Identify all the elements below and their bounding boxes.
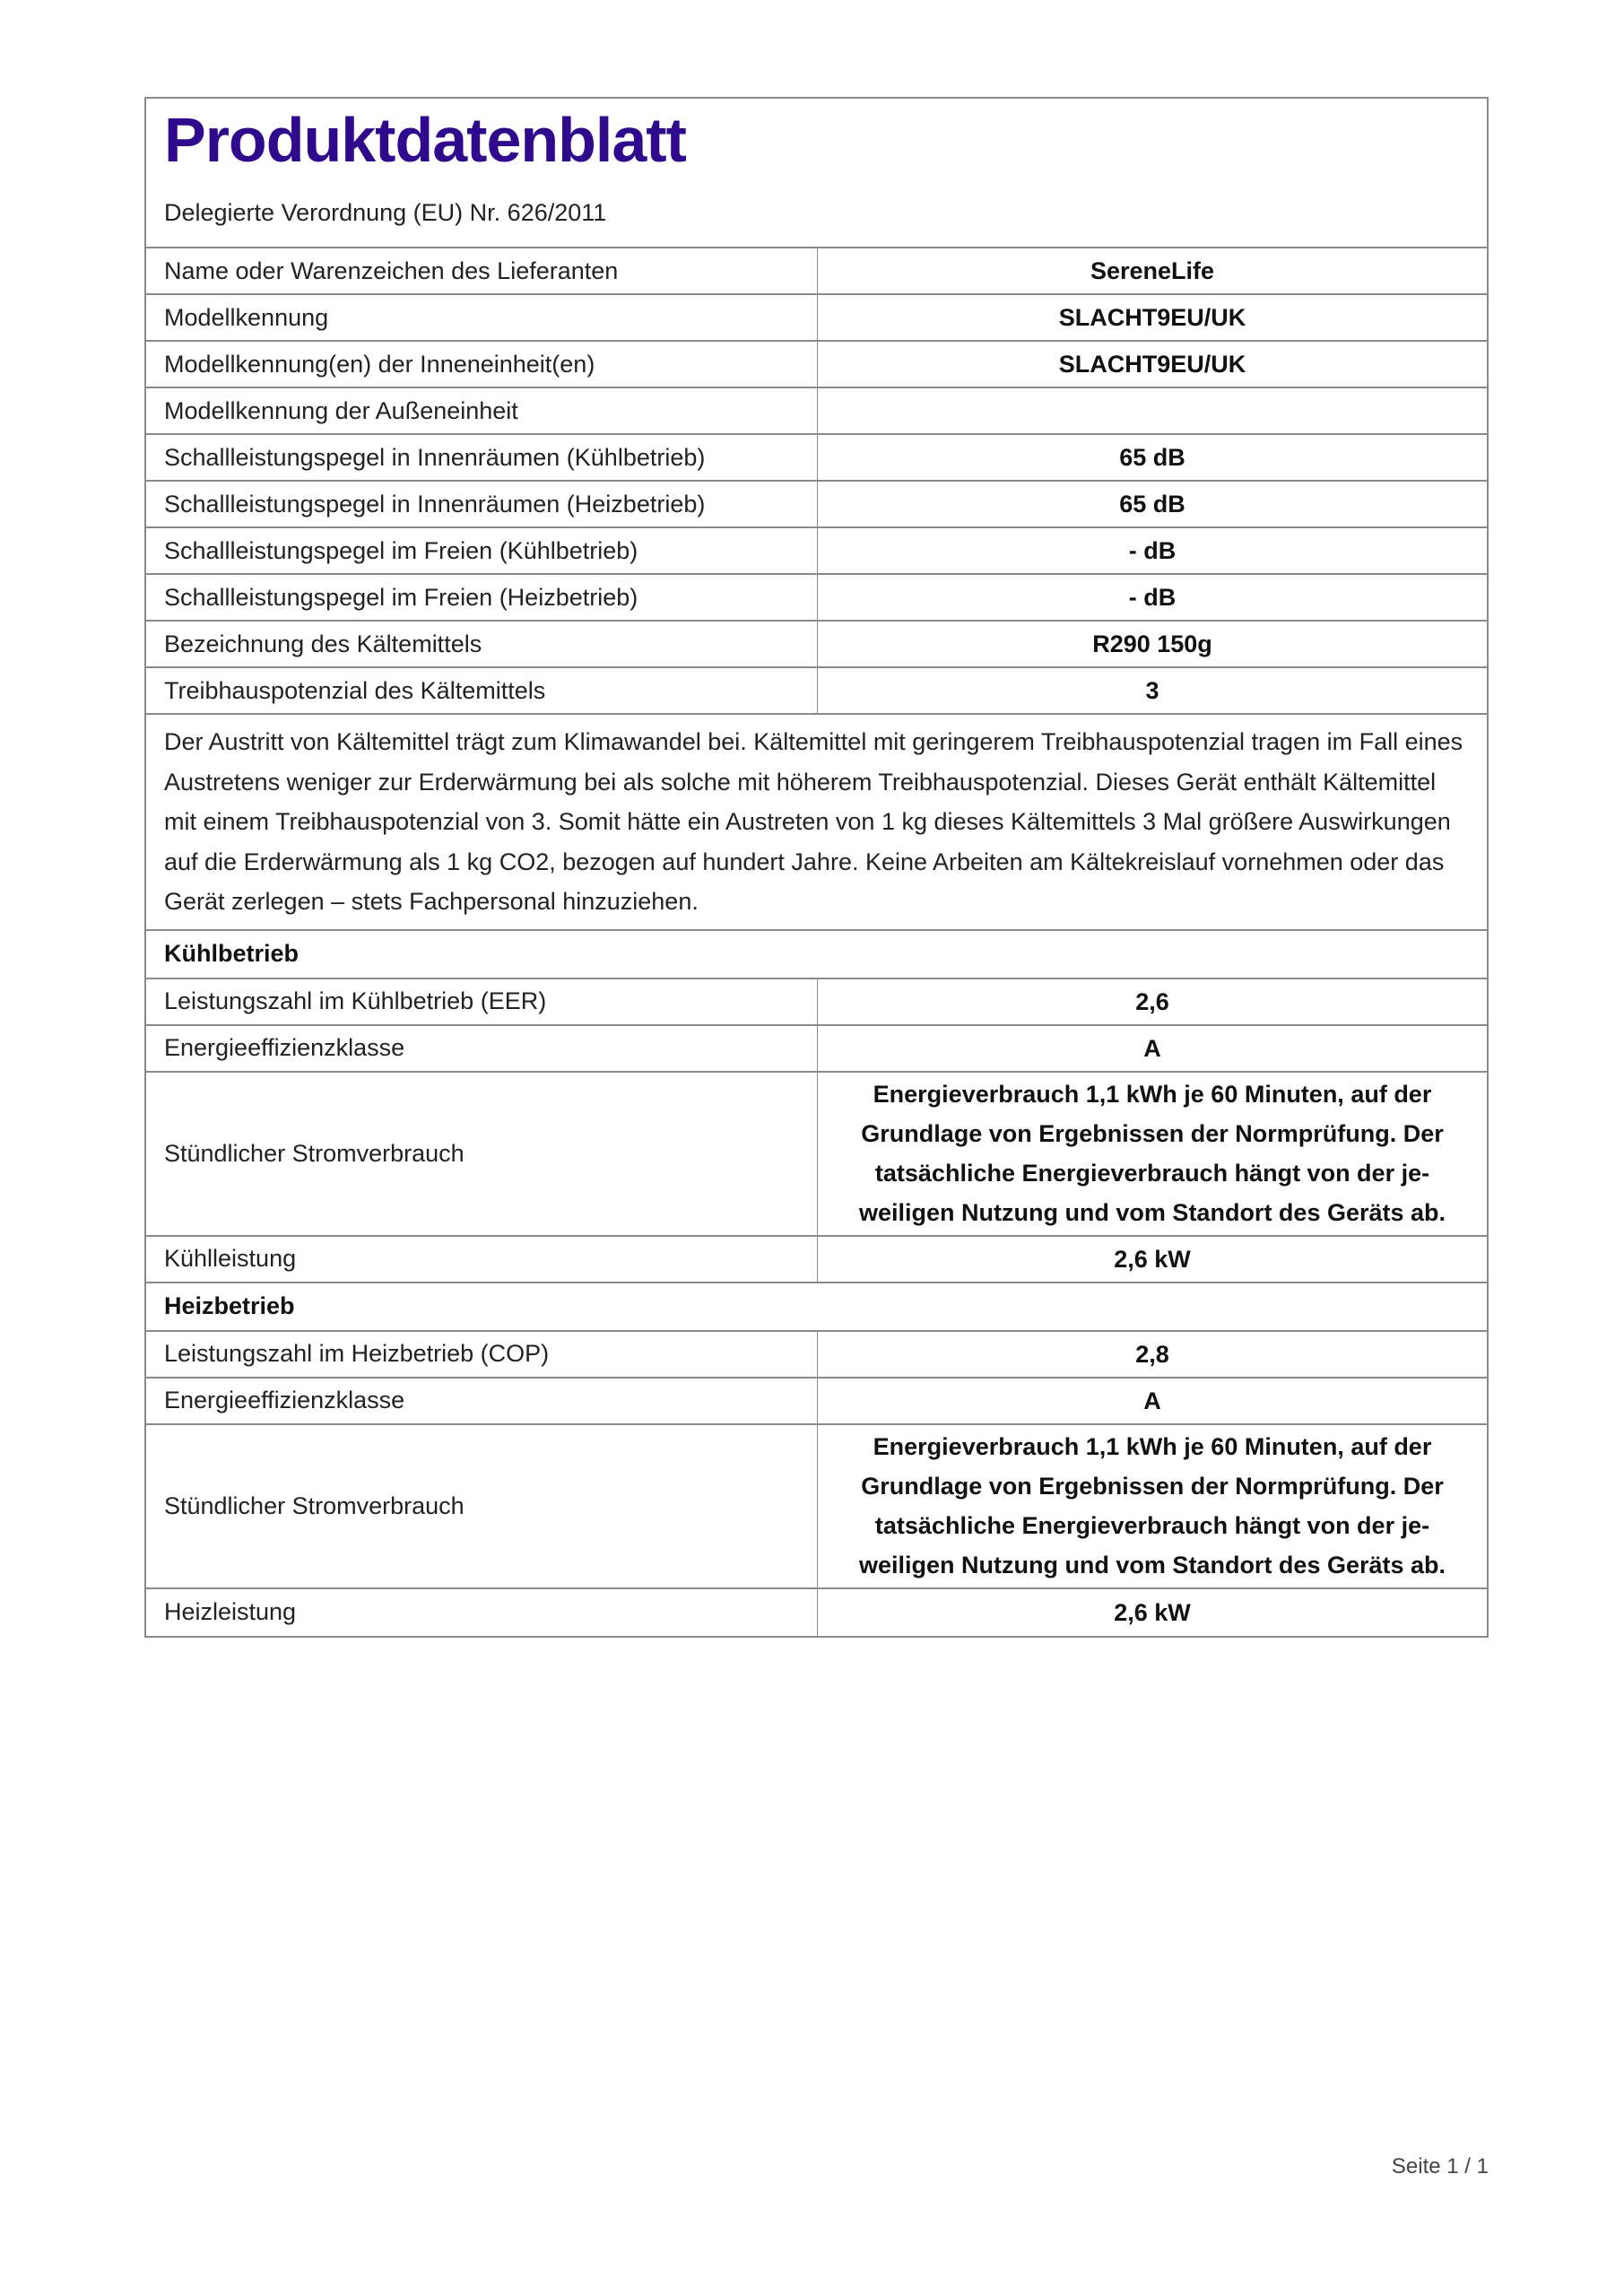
row-label: Treibhauspotenzial des Kältemittels [146,668,818,713]
row-value: 65 dB [1119,491,1185,517]
row-label: Stündlicher Stromverbrauch [146,1425,818,1587]
table-row [146,1589,1487,1636]
row-label: Schallleistungspegel in Innenräumen (Heizbetrieb) [146,482,818,526]
row-label: Modellkennung [146,295,818,340]
table-row [146,388,1487,435]
row-label: Energieeffizienzklasse [146,1378,818,1423]
section-heading-cooling: Kühlbetrieb [146,931,1487,979]
row-label: Schallleistungspegel im Freien (Heizbetrieb) [146,575,818,620]
table-row [146,1026,1487,1073]
row-value: A [1143,1387,1161,1414]
row-label: Modellkennung der Außeneinheit [146,388,818,433]
row-value: R290 150g [1092,631,1212,657]
table-row [146,295,1487,342]
table-row [146,342,1487,388]
regulation-subtitle: Delegierte Verordnung (EU) Nr. 626/2011 [164,199,607,226]
row-value [818,388,1487,433]
table-row [146,435,1487,482]
page-title: Produktdatenblatt [164,105,686,175]
row-value: - dB [1128,537,1177,564]
row-label: Modellkennung(en) der Inneneinheit(en) [146,342,818,387]
row-label: Bezeichnung des Kältemittels [146,622,818,666]
row-value: 2,8 [1135,1340,1169,1368]
table-row [146,248,1487,295]
row-label: Name oder Warenzeichen des Lieferanten [146,248,818,293]
table-row [146,1425,1487,1589]
row-value: - dB [1128,584,1177,611]
table-row [146,575,1487,622]
table-row [146,979,1487,1026]
table-row [146,668,1487,715]
row-label: Heizleistung [146,1589,818,1636]
row-value: 2,6 kW [1114,1245,1191,1273]
row-label: Kühlleistung [146,1237,818,1282]
table-row [146,528,1487,575]
table-row [146,1237,1487,1283]
row-label: Schallleistungspegel in Innenräumen (Kühlbetrieb) [146,435,818,480]
table-row [146,1378,1487,1425]
row-label: Stündlicher Stromverbrauch [146,1073,818,1235]
table-row [146,622,1487,668]
table-row [146,1332,1487,1378]
refrigerant-note: Der Austritt von Kältemittel trägt zum Klimawandel bei. Kältemittel mit geringerem Treibhauspotenzial tragen im Fall eines Austretens weniger zur Erderwärmung bei als solche mit höherem Treibhauspotenzial. Dieses Gerät enthält Kältemittel mit einem Treibhauspotenzial von 3. Somit hätte ein Austreten von 1 kg dieses Kältemittels 3 Mal größere Auswirkungen auf die Erderwärmung als 1 kg CO2, bezogen auf hundert Jahre. Keine Arbeiten am Kältekreislauf vornehmen oder das Gerät zerlegen – stets Fachpersonal hinzuziehen. [146,715,1487,931]
row-label: Leistungszahl im Heizbetrieb (COP) [146,1332,818,1377]
row-value: SLACHT9EU/UK [1058,351,1246,378]
row-value: 65 dB [1119,444,1185,471]
row-value: Energieverbrauch 1,1 kWh je 60 Minuten, auf der Grundlage von Ergebnissen der Normprüfung. Der tatsächliche Energieverbrauch hängt von der jeweiligen Nutzung und vom Standort des Geräts ab. [858,1433,1446,1578]
header [146,99,1487,248]
table-row [146,1073,1487,1237]
row-value: A [1143,1034,1161,1062]
row-value: 3 [1145,677,1159,704]
page-number: Seite 1 / 1 [1391,2154,1489,2179]
row-value: SLACHT9EU/UK [1058,304,1246,331]
row-label: Leistungszahl im Kühlbetrieb (EER) [146,979,818,1024]
section-heading-heating: Heizbetrieb [146,1283,1487,1332]
product-data-sheet [144,97,1489,1638]
table-row [146,482,1487,528]
row-value: Energieverbrauch 1,1 kWh je 60 Minuten, auf der Grundlage von Ergebnissen der Normprüfung. Der tatsächliche Energieverbrauch hängt von der jeweiligen Nutzung und vom Standort des Geräts ab. [858,1081,1446,1226]
row-value: 2,6 [1135,987,1169,1015]
row-label: Schallleistungspegel im Freien (Kühlbetrieb) [146,528,818,573]
row-value: SereneLife [1090,257,1215,284]
row-value: 2,6 kW [1114,1598,1191,1626]
row-label: Energieeffizienzklasse [146,1026,818,1071]
